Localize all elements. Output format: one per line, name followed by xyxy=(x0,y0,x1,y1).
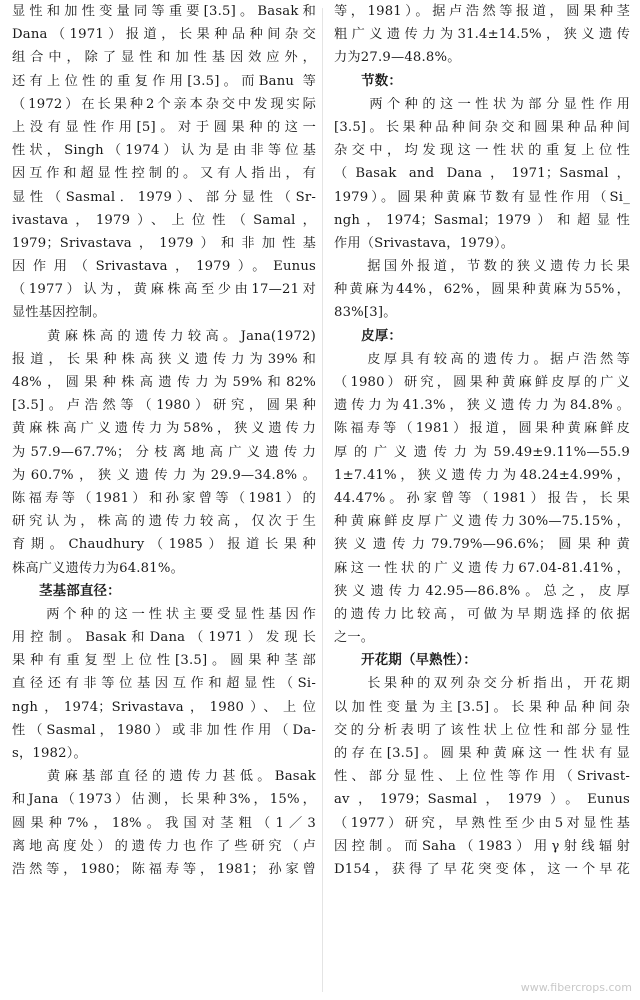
text-line: 狭义遗传力79.79%—96.6%；圆果种黄 xyxy=(334,537,630,553)
text-line: [3.5]。卢浩然等（1980）研究，圆果种 xyxy=(12,398,316,414)
text-line: 的遗传力比较高，可做为早期选择的依据 xyxy=(334,606,630,622)
text-line: 陈福寿等（1981）和孙家曾等（1981）的 xyxy=(12,490,316,506)
text-line: 两个种的这一性状主要受显性基因作 xyxy=(12,606,316,622)
text-line: 据国外报道，节数的狭义遗传力长果 xyxy=(334,259,630,275)
section-heading: 开花期（早熟性）： xyxy=(334,653,477,669)
text-line: 株高广义遗传力为64.81%。 xyxy=(12,560,184,576)
text-line: （1972）在长果种2个亲本杂交中发现实际 xyxy=(12,96,316,112)
text-line: 黄麻基部直径的遗传力甚低。Basak xyxy=(12,769,316,785)
text-line: （Basak and Dana，1971；Sasmal， xyxy=(334,166,630,182)
text-line: 交的分析表明了该性状上位性和部分显性 xyxy=(334,722,630,738)
text-line: 性、部分显性、上位性等作用（Srivast- xyxy=(334,769,630,785)
text-line: 杂交中，均发现这一性状的重复上位性 xyxy=(334,143,630,159)
text-line: 报道，长果种株高狭义遗传力为39%和 xyxy=(12,351,316,367)
text-line: 还有上位性的重复作用[3.5]。而Banu 等 xyxy=(12,73,316,89)
text-line: 粗广义遗传力为31.4±14.5%，狭义遗传 xyxy=(334,27,630,43)
text-line: 显性和加性变量同等重要[3.5]。Basak和 xyxy=(12,4,316,19)
text-line: 性（Sasmal，1980）或非加性作用（Da- xyxy=(12,722,316,738)
section-heading: 茎基部直径： xyxy=(12,583,121,599)
text-line: 用控制。Basak和Dana（1971）发现长 xyxy=(12,630,316,646)
text-line: 长果种的双列杂交分析指出，开花期 xyxy=(334,676,630,692)
text-line: （1977）认为，黄麻株高至少由17—21对 xyxy=(12,282,316,298)
text-line: 性状，Singh（1974）认为是由非等位基 xyxy=(12,143,316,159)
text-line: 研究认为，株高的遗传力较高，仅次于生 xyxy=(12,514,316,530)
text-line: 黄麻株高的遗传力较高。Jana(1972) xyxy=(12,328,316,344)
text-line: 狭义遗传力42.95—86.8%。总之，皮厚 xyxy=(334,583,630,599)
text-line: 为60.7%，狭义遗传力为29.9—34.8%。 xyxy=(12,467,316,483)
text-line: 两个种的这一性状为部分显性作用 xyxy=(334,96,630,112)
text-line: 种黄麻鲜皮厚广义遗传力30%—75.15%， xyxy=(334,514,630,530)
text-line: 皮厚具有较高的遗传力。据卢浩然等 xyxy=(334,351,630,367)
text-line: Dana（1971）报道，长果种品种间杂交 xyxy=(12,27,316,43)
text-line: 麻这一性状的广义遗传力67.04-81.41%， xyxy=(334,560,630,576)
section-heading: 皮厚： xyxy=(334,328,402,344)
text-line: 黄麻株高广义遗传力为58%，狭义遗传力 xyxy=(12,421,316,437)
text-line: 和Jana（1973）估测，长果种3%，15%， xyxy=(12,792,316,808)
text-line: 厚的广义遗传力为59.49±9.11%—55.9 xyxy=(334,444,630,460)
text-line: 陈福寿等（1981）报道，圆果种黄麻鲜皮 xyxy=(334,421,630,437)
text-line: ngh，1974；Sasmal；1979）和超显性 xyxy=(334,212,630,228)
section-heading: 节数： xyxy=(334,73,402,89)
text-line: 44.47%。孙家曾等（1981）报告，长果 xyxy=(334,490,630,506)
text-line: 种黄麻为44%，62%，圆果种黄麻为55%， xyxy=(334,282,630,298)
text-line: 1±7.41%，狭义遗传力为48.24±4.99%， xyxy=(334,467,630,483)
watermark: www.fibercrops.com xyxy=(520,981,632,994)
text-line: 因控制。而Saha（1983）用γ射线辐射 xyxy=(334,838,630,854)
text-line: [3.5]。长果种品种间杂交和圆果种品种间 xyxy=(334,119,630,135)
text-line: 83%[3]。 xyxy=(334,305,397,321)
text-line: 1979；Srivastava，1979）和非加性基 xyxy=(12,235,316,251)
text-line: 遗传力为41.3%，狭义遗传力为84.8%。 xyxy=(334,398,630,414)
text-line: （1980）研究，圆果种黄麻鲜皮厚的广义 xyxy=(334,375,630,390)
text-line: 之一。 xyxy=(334,630,375,646)
text-line: 直径还有非等位基因互作和超显性（Si- xyxy=(12,676,316,692)
right-text-column xyxy=(334,0,630,881)
text-line: 的存在[3.5]。圆果种黄麻这一性状有显 xyxy=(334,746,630,761)
text-line: 浩然等，1980；陈福寿等，1981；孙家曾 xyxy=(12,861,316,877)
text-line: 组合中，除了显性和加性基因效应外， xyxy=(12,50,316,66)
text-line: （1977）研究，早熟性至少由5对显性基 xyxy=(334,815,630,831)
text-line: 力为27.9—48.8%。 xyxy=(334,50,461,66)
text-line: ivastava，1979）、上位性（Samal， xyxy=(12,212,316,228)
text-line: 作用（Srivastava，1979）。 xyxy=(334,235,515,251)
text-line: 果种有重复型上位性[3.5]。圆果种茎部 xyxy=(12,653,316,669)
text-line: 48%，圆果种株高遗传力为59%和82% xyxy=(12,375,316,390)
text-line: 为57.9—67.7%；分枝离地高广义遗传力 xyxy=(12,444,316,460)
text-line: D154，获得了早花突变体，这一个早花 xyxy=(334,861,630,877)
text-line: 因作用（Srivastava，1979）。Eunus xyxy=(12,259,316,275)
text-line: 离地高度处）的遗传力也作了些研究（卢 xyxy=(12,838,316,854)
text-line: 育期。Chaudhury（1985）报道长果种 xyxy=(12,537,316,553)
text-line: s，1982）。 xyxy=(12,746,87,761)
text-line: 显性（Sasmal．1979）、部分显性（Sr- xyxy=(12,189,316,205)
text-line: 等，1981）。据卢浩然等报道，圆果种茎 xyxy=(334,4,630,19)
text-line: 圆果种7%，18%。我国对茎粗（1／3 xyxy=(12,815,316,831)
text-line: 因互作和超显性控制的。又有人指出，有 xyxy=(12,166,316,182)
text-line: ngh，1974；Srivastava，1980）、上位 xyxy=(12,699,316,715)
text-line: 以加性变量为主[3.5]。长果种品种间杂 xyxy=(334,699,630,715)
text-line: 1979）。圆果种黄麻节数有显性作用（Si_ xyxy=(334,189,630,205)
text-line: 显性基因控制。 xyxy=(12,305,106,321)
left-text-column xyxy=(12,0,316,881)
text-line: av，1979；Sasmal，1979）。Eunus xyxy=(334,792,630,808)
text-line: 上没有显性作用[5]。对于圆果种的这一 xyxy=(12,119,316,135)
column-gutter xyxy=(322,8,323,992)
